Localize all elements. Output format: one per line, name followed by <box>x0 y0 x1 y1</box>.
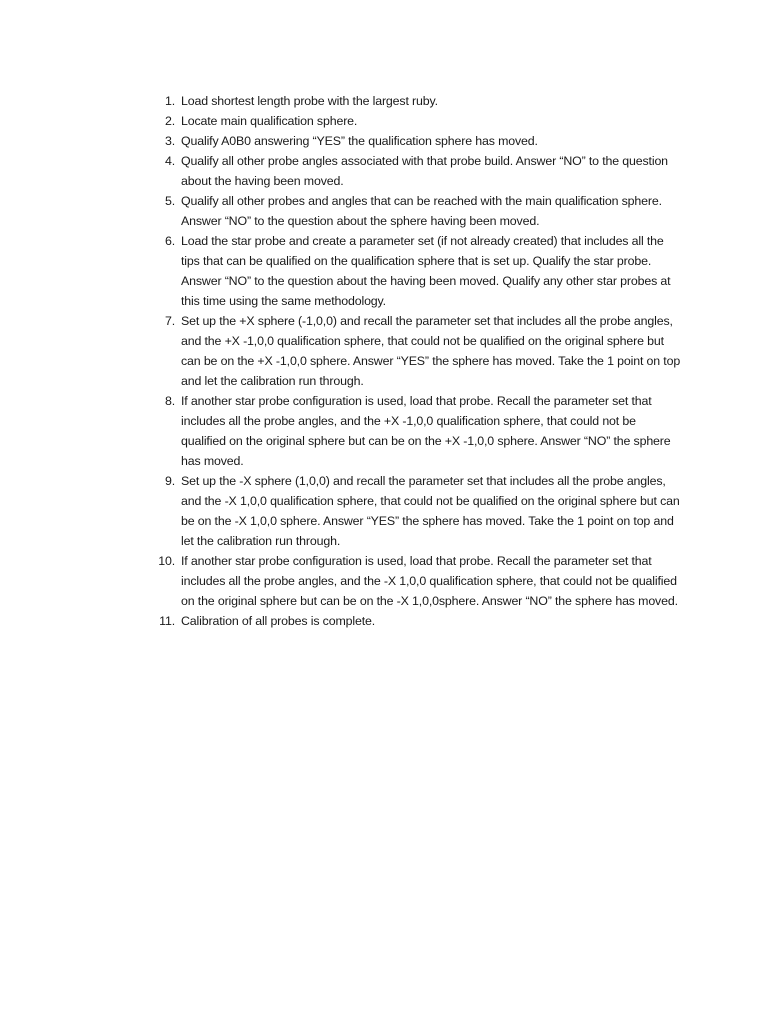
step-text: If another star probe configuration is used, load that probe. Recall the parameter set that includes all the probe angles, and the +X -1,0,0 qualification sphere, that could not be qualified on the original sphere but can be on the +X -1,0,0 sphere. Answer “NO” the sphere has moved. <box>181 394 671 468</box>
step-text: Load the star probe and create a parameter set (if not already created) that includes all the tips that can be qualified on the qualification sphere that is set up. Qualify the star probe. Answer “NO” to the question about the having been moved. Qualify any other star probes at this time using the same methodology. <box>181 234 671 308</box>
step-number: 10. <box>158 554 175 568</box>
list-item <box>150 311 682 391</box>
step-number: 2. <box>164 114 175 128</box>
list-item <box>150 131 682 151</box>
list-item <box>150 391 682 471</box>
step-number: 9. <box>164 474 175 488</box>
list-item <box>150 611 682 631</box>
list-item <box>150 471 682 551</box>
step-number: 1. <box>164 94 175 108</box>
list-item <box>150 231 682 311</box>
step-text: Locate main qualification sphere. <box>181 114 358 128</box>
step-text: Qualify A0B0 answering “YES” the qualification sphere has moved. <box>181 134 538 148</box>
step-number: 3. <box>164 134 175 148</box>
step-number: 6. <box>164 234 175 248</box>
step-text: Qualify all other probe angles associated with that probe build. Answer “NO” to the question about the having been moved. <box>181 154 668 188</box>
step-text: Set up the -X sphere (1,0,0) and recall the parameter set that includes all the probe angles, and the -X 1,0,0 qualification sphere, that could not be qualified on the original sphere but can be on the -X 1,0,0 sphere. Answer “YES” the sphere has moved. Take the 1 point on top and let the calibration run through. <box>181 474 680 548</box>
step-text: Set up the +X sphere (-1,0,0) and recall the parameter set that includes all the probe angles, and the +X -1,0,0 qualification sphere, that could not be qualified on the original sphere but can be on the +X -1,0,0 sphere. Answer “YES” the sphere has moved. Take the 1 point on top and let the calibration run through. <box>181 314 681 388</box>
step-number: 5. <box>164 194 175 208</box>
step-number: 7. <box>164 314 175 328</box>
step-number: 4. <box>164 154 175 168</box>
step-number: 8. <box>164 394 175 408</box>
list-item <box>150 111 682 131</box>
list-item <box>150 551 682 611</box>
step-number: 11. <box>159 614 175 628</box>
step-text: Calibration of all probes is complete. <box>181 614 376 628</box>
list-item <box>150 191 682 231</box>
step-text: If another star probe configuration is used, load that probe. Recall the parameter set that includes all the probe angles, and the -X 1,0,0 qualification sphere, that could not be qualified on the original sphere but can be on the -X 1,0,0sphere. Answer “NO” the sphere has moved. <box>181 554 678 608</box>
step-text: Load shortest length probe with the largest ruby. <box>181 94 438 108</box>
list-item <box>150 91 682 111</box>
list-item <box>150 151 682 191</box>
procedure-list <box>150 91 682 631</box>
step-text: Qualify all other probes and angles that can be reached with the main qualification sphere. Answer “NO” to the question about the sphere having been moved. <box>181 194 662 228</box>
